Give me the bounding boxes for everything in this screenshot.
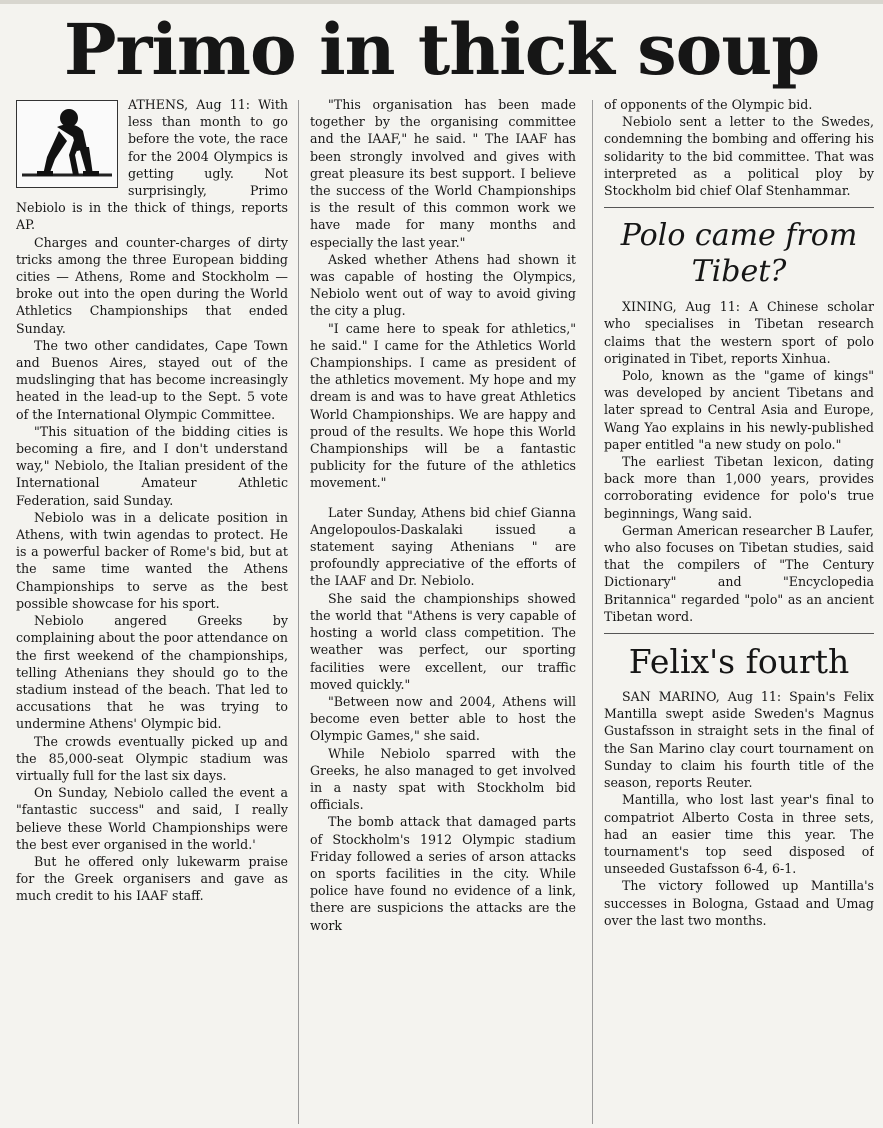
story-paragraph: Asked whether Athens had shown it was capable of hosting the Olympics, Nebiolo went out of way to avoid giving the city a plug. [310, 251, 576, 319]
story-paragraph: Nebiolo sent a letter to the Swedes, condemning the bombing and offering his solidarity to the bid committee. That was interpreted as a political ploy by Stockholm bid chief Olaf Stenhammar. [604, 114, 874, 199]
story-paragraph: The crowds eventually picked up and the 85,000-seat Olympic stadium was virtually full for the last six days. [16, 733, 288, 783]
polo-paragraph: The earliest Tibetan lexicon, dating back more than 1,000 years, provides corroborating evidence for polo's true beginnings, Wang said. [604, 454, 874, 521]
polo-paragraph: Polo, known as the "game of kings" was developed by ancient Tibetans and later spread to Central Asia and Europe, Wang Yao explains in his newly-published paper entitled "a new study on polo." [604, 368, 874, 452]
main-headline: Primo in thick soup [63, 8, 820, 91]
story-paragraph: Nebiolo was in a delicate position in Athens, with twin agendas to protect. He is a powerful backer of Rome's bid, but at the same time wanted the Athens Championships to serve as the best possible showcase for his sport. [16, 509, 288, 611]
polo-headline: Polo came from Tibet? [620, 218, 858, 290]
felix-paragraph: Mantilla, who lost last year's final to compatriot Alberto Costa in three sets, had an easier time this year. The tournament's top seed disposed of unseeded Gustafsson 6-4, 6-1. [604, 792, 874, 877]
story-paragraph: Later Sunday, Athens bid chief Gianna Angelopoulos-Daskalaki issued a statement saying Athenians " are profoundly appreciative of the efforts of the IAAF and Dr. Nebiolo. [310, 504, 576, 589]
sprinter-in-blocks-icon [16, 100, 118, 188]
polo-paragraph: XINING, Aug 11: A Chinese scholar who specialises in Tibetan research claims that the western sport of polo originated in Tibet, reports Xinhua. [604, 299, 874, 366]
column-divider [298, 100, 299, 1124]
story-paragraph: of opponents of the Olympic bid. [604, 97, 813, 112]
felix-headline: Felix's fourth [628, 642, 850, 682]
story-paragraph: Charges and counter-charges of dirty tricks among the three European bidding cities — Athens, Rome and Stockholm — broke out into the open during the World Athletics Championships that ended Sunday. [16, 234, 288, 336]
story-paragraph: But he offered only lukewarm praise for the Greek organisers and gave as much credit to his IAAF staff. [16, 853, 288, 904]
story-paragraph: On Sunday, Nebiolo called the event a "fantastic success" and said, I really believe these World Championships were the best ever organised in the world.' [16, 785, 288, 852]
story-paragraph: "I came here to speak for athletics," he said." I came for the Athletics World Championships. I came as president of the athletics movement. My hope and my dream is and was to have great Athletics World Championships. We are happy and proud of the results. We hope this World Championships will be a fantastic publicity for the future of the athletics movement." [310, 320, 576, 491]
story-paragraph: The two other candidates, Cape Town and Buenos Aires, stayed out of the mudslinging that has become increasingly heated in the lead-up to the Sept. 5 vote of the International Olympic Committee. [16, 337, 288, 422]
story-paragraph: While Nebiolo sparred with the Greeks, he also managed to get involved in a nasty spat with Stockholm bid officials. [310, 745, 576, 813]
story-separator [604, 207, 874, 208]
sprinter-icon-graphic [17, 101, 117, 187]
felix-paragraph: SAN MARINO, Aug 11: Spain's Felix Mantilla swept aside Sweden's Magnus Gustafsson in straight sets in the final of the San Marino clay court tournament on Sunday to claim his fourth title of the season, reports Reuter. [604, 689, 874, 791]
paragraph-gap [310, 492, 576, 504]
story-paragraph: Nebiolo angered Greeks by complaining about the poor attendance on the first weekend of the championships, telling Athenians they should go to the stadium instead of the beach. That led to accusations that he was trying to undermine Athens' Olympic bid. [16, 613, 288, 732]
story-paragraph: The bomb attack that damaged parts of Stockholm's 1912 Olympic stadium Friday followed a series of arson attacks on sports facilities in the city. While police have found no evidence of a link, there are suspicions the attacks are the work [310, 814, 576, 933]
story-paragraph: She said the championships showed the world that "Athens is very capable of hosting a world class competition. The weather was perfect, our sporting facilities were excellent, our traffic moved quickly." [310, 590, 576, 692]
column-divider [592, 100, 593, 1124]
felix-paragraph: The victory followed up Mantilla's successes in Bologna, Gstaad and Umag over the last two months. [604, 878, 874, 928]
main-story-column-1 [16, 96, 288, 1126]
main-story-column-2 [310, 96, 576, 1126]
story-paragraph: "Between now and 2004, Athens will become even better able to host the Olympic Games," she said. [310, 693, 576, 744]
story-paragraph: "This situation of the bidding cities is becoming a fire, and I don't understand way," Nebiolo, the Italian president of the International Amateur Athletic Federation, said Sunday. [16, 423, 288, 508]
polo-paragraph: German American researcher B Laufer, who also focuses on Tibetan studies, said that the compilers of "The Century Dictionary" and "Encyclopedia Britannica" regarded "polo" as an ancient Tibetan word. [604, 522, 874, 624]
story-separator [604, 633, 874, 634]
story-paragraph: ATHENS, Aug 11: With less than month to go before the vote, the race for the 2004 Olympics is getting ugly. Not surprisingly, Primo Nebiolo is in the thick of things, reports AP. [16, 97, 288, 233]
story-paragraph: "This organisation has been made together by the organising committee and the IAAF," he said. " The IAAF has been strongly involved and gives with great pleasure its best support. I believe the success of the World Championships is the result of this common work we have made for many months and especially the last year." [310, 97, 576, 250]
main-story-column-3 [604, 96, 874, 1126]
